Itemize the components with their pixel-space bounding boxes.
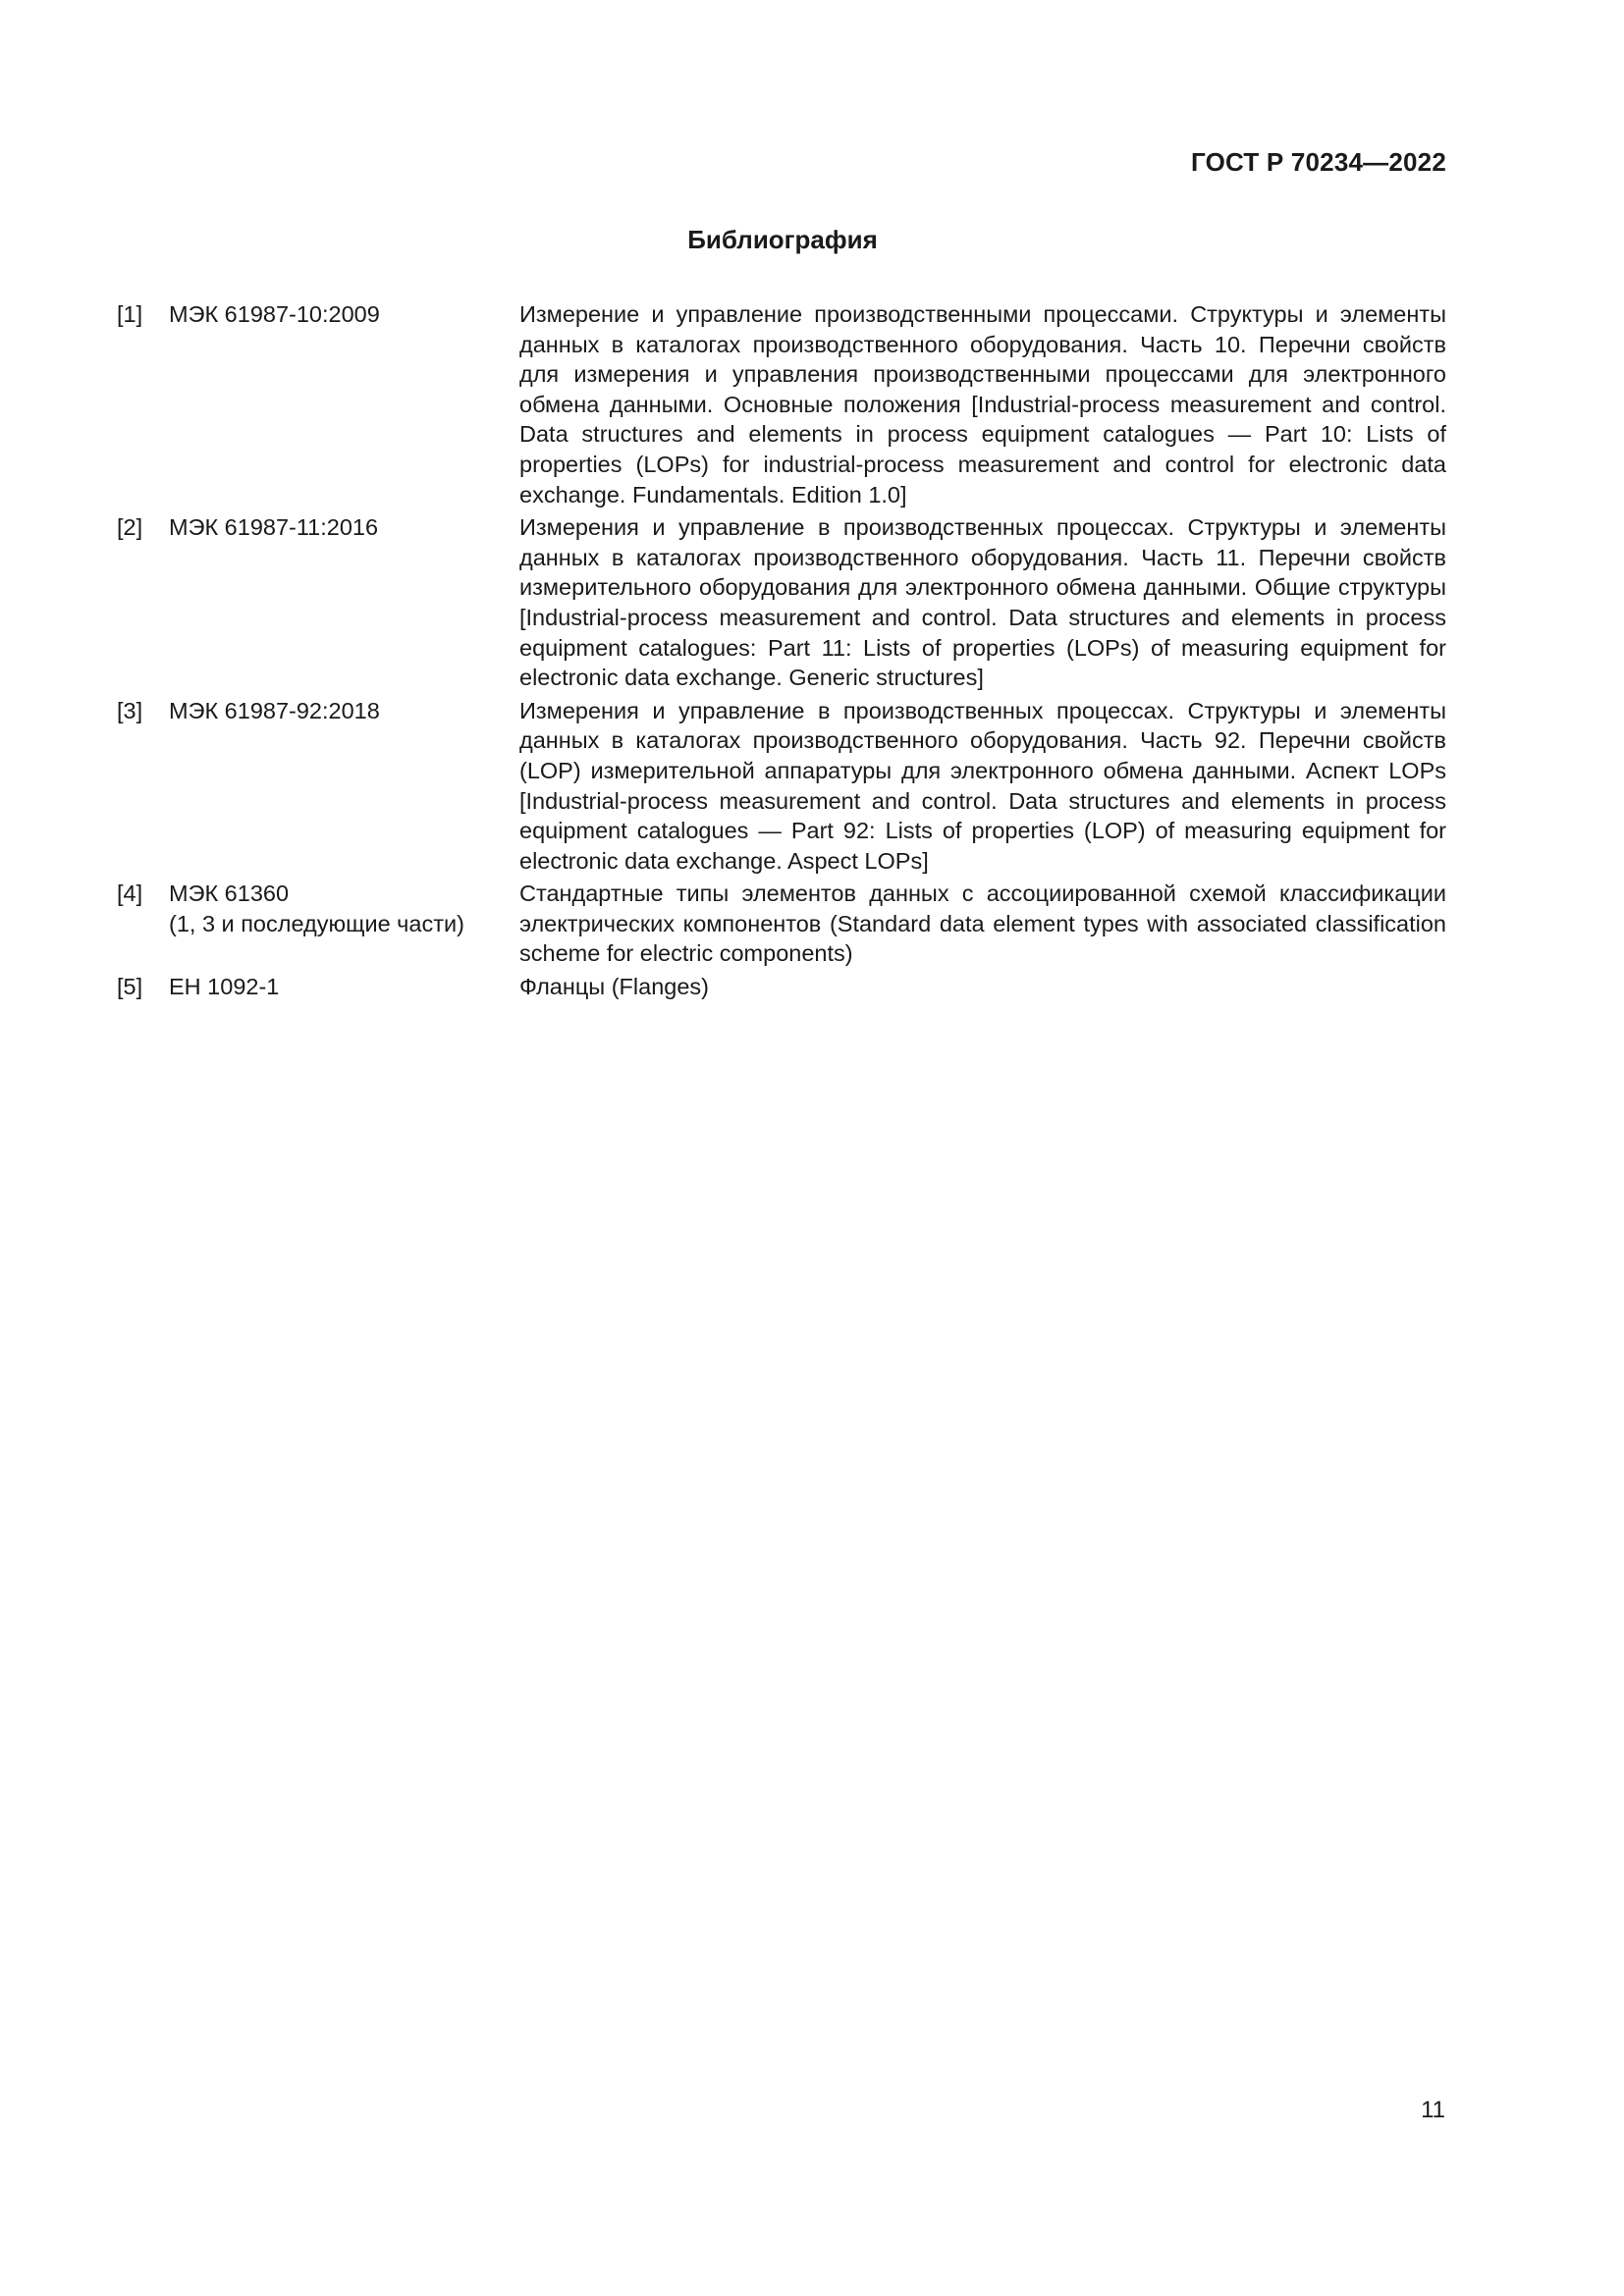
bibliography-entry [117,696,1446,877]
entry-reference: МЭК 61987-11:2016 [169,514,379,541]
bibliography-entry [117,512,1446,693]
entry-number: [2] [117,514,143,541]
entry-number: [5] [117,974,143,1000]
page-number: 11 [1421,2097,1445,2123]
entry-reference: ЕН 1092-1 [169,974,280,1000]
entry-description: Измерение и управление производственными процессами. Структуры и элементы данных в каталогах производственного оборудования. Часть 10. Перечни свойств для измерения и управления производственными процессами для электронного обмена данными. Основные положения [Industrial-process measurement and control. Data structures and elements in process equipment catalogues — Part 10: Lists of properties (LOPs) for industrial-process measurement and control for electronic data exchange. Fundamentals. Edition 1.0] [519,301,1446,507]
document-code: ГОСТ Р 70234—2022 [1191,147,1446,177]
entry-number: [1] [117,301,143,327]
bibliography-entry [117,972,1446,1002]
entry-reference: МЭК 61360 (1, 3 и последующие части) [169,881,464,936]
entry-description: Измерения и управление в производственных процессах. Структуры и элементы данных в каталогах производственного оборудования. Часть 11. Перечни свойств измерительного оборудования для электронного обмена данными. Общие структуры [Industrial-process measurement and control. Data structures and elements in process equipment catalogues: Part 11: Lists of properties (LOPs) of measuring equipment for electronic data exchange. Generic structures] [519,514,1446,691]
entry-number: [3] [117,697,143,723]
bibliography-list [117,299,1446,1002]
entry-reference: МЭК 61987-92:2018 [169,697,380,723]
entry-description: Измерения и управление в производственных процессах. Структуры и элементы данных в каталогах производственного оборудования. Часть 92. Перечни свойств (LOP) измерительной аппаратуры для электронного обмена данными. Аспект LOPs [Industrial-process measurement and control. Data structures and elements in process equipment catalogues — Part 92: Lists of properties (LOP) of measuring equipment for electronic data exchange. Aspect LOPs] [519,697,1446,874]
bibliography-entry [117,879,1446,969]
entry-description: Стандартные типы элементов данных с ассоциированной схемой классификации электрических компонентов (Standard data element types with associated classification scheme for electric components) [519,881,1446,967]
bibliography-title: Библиография [687,225,878,254]
entry-number: [4] [117,881,143,907]
bibliography-entry [117,299,1446,509]
entry-description: Фланцы (Flanges) [519,974,709,1000]
entry-reference: МЭК 61987-10:2009 [169,301,380,327]
